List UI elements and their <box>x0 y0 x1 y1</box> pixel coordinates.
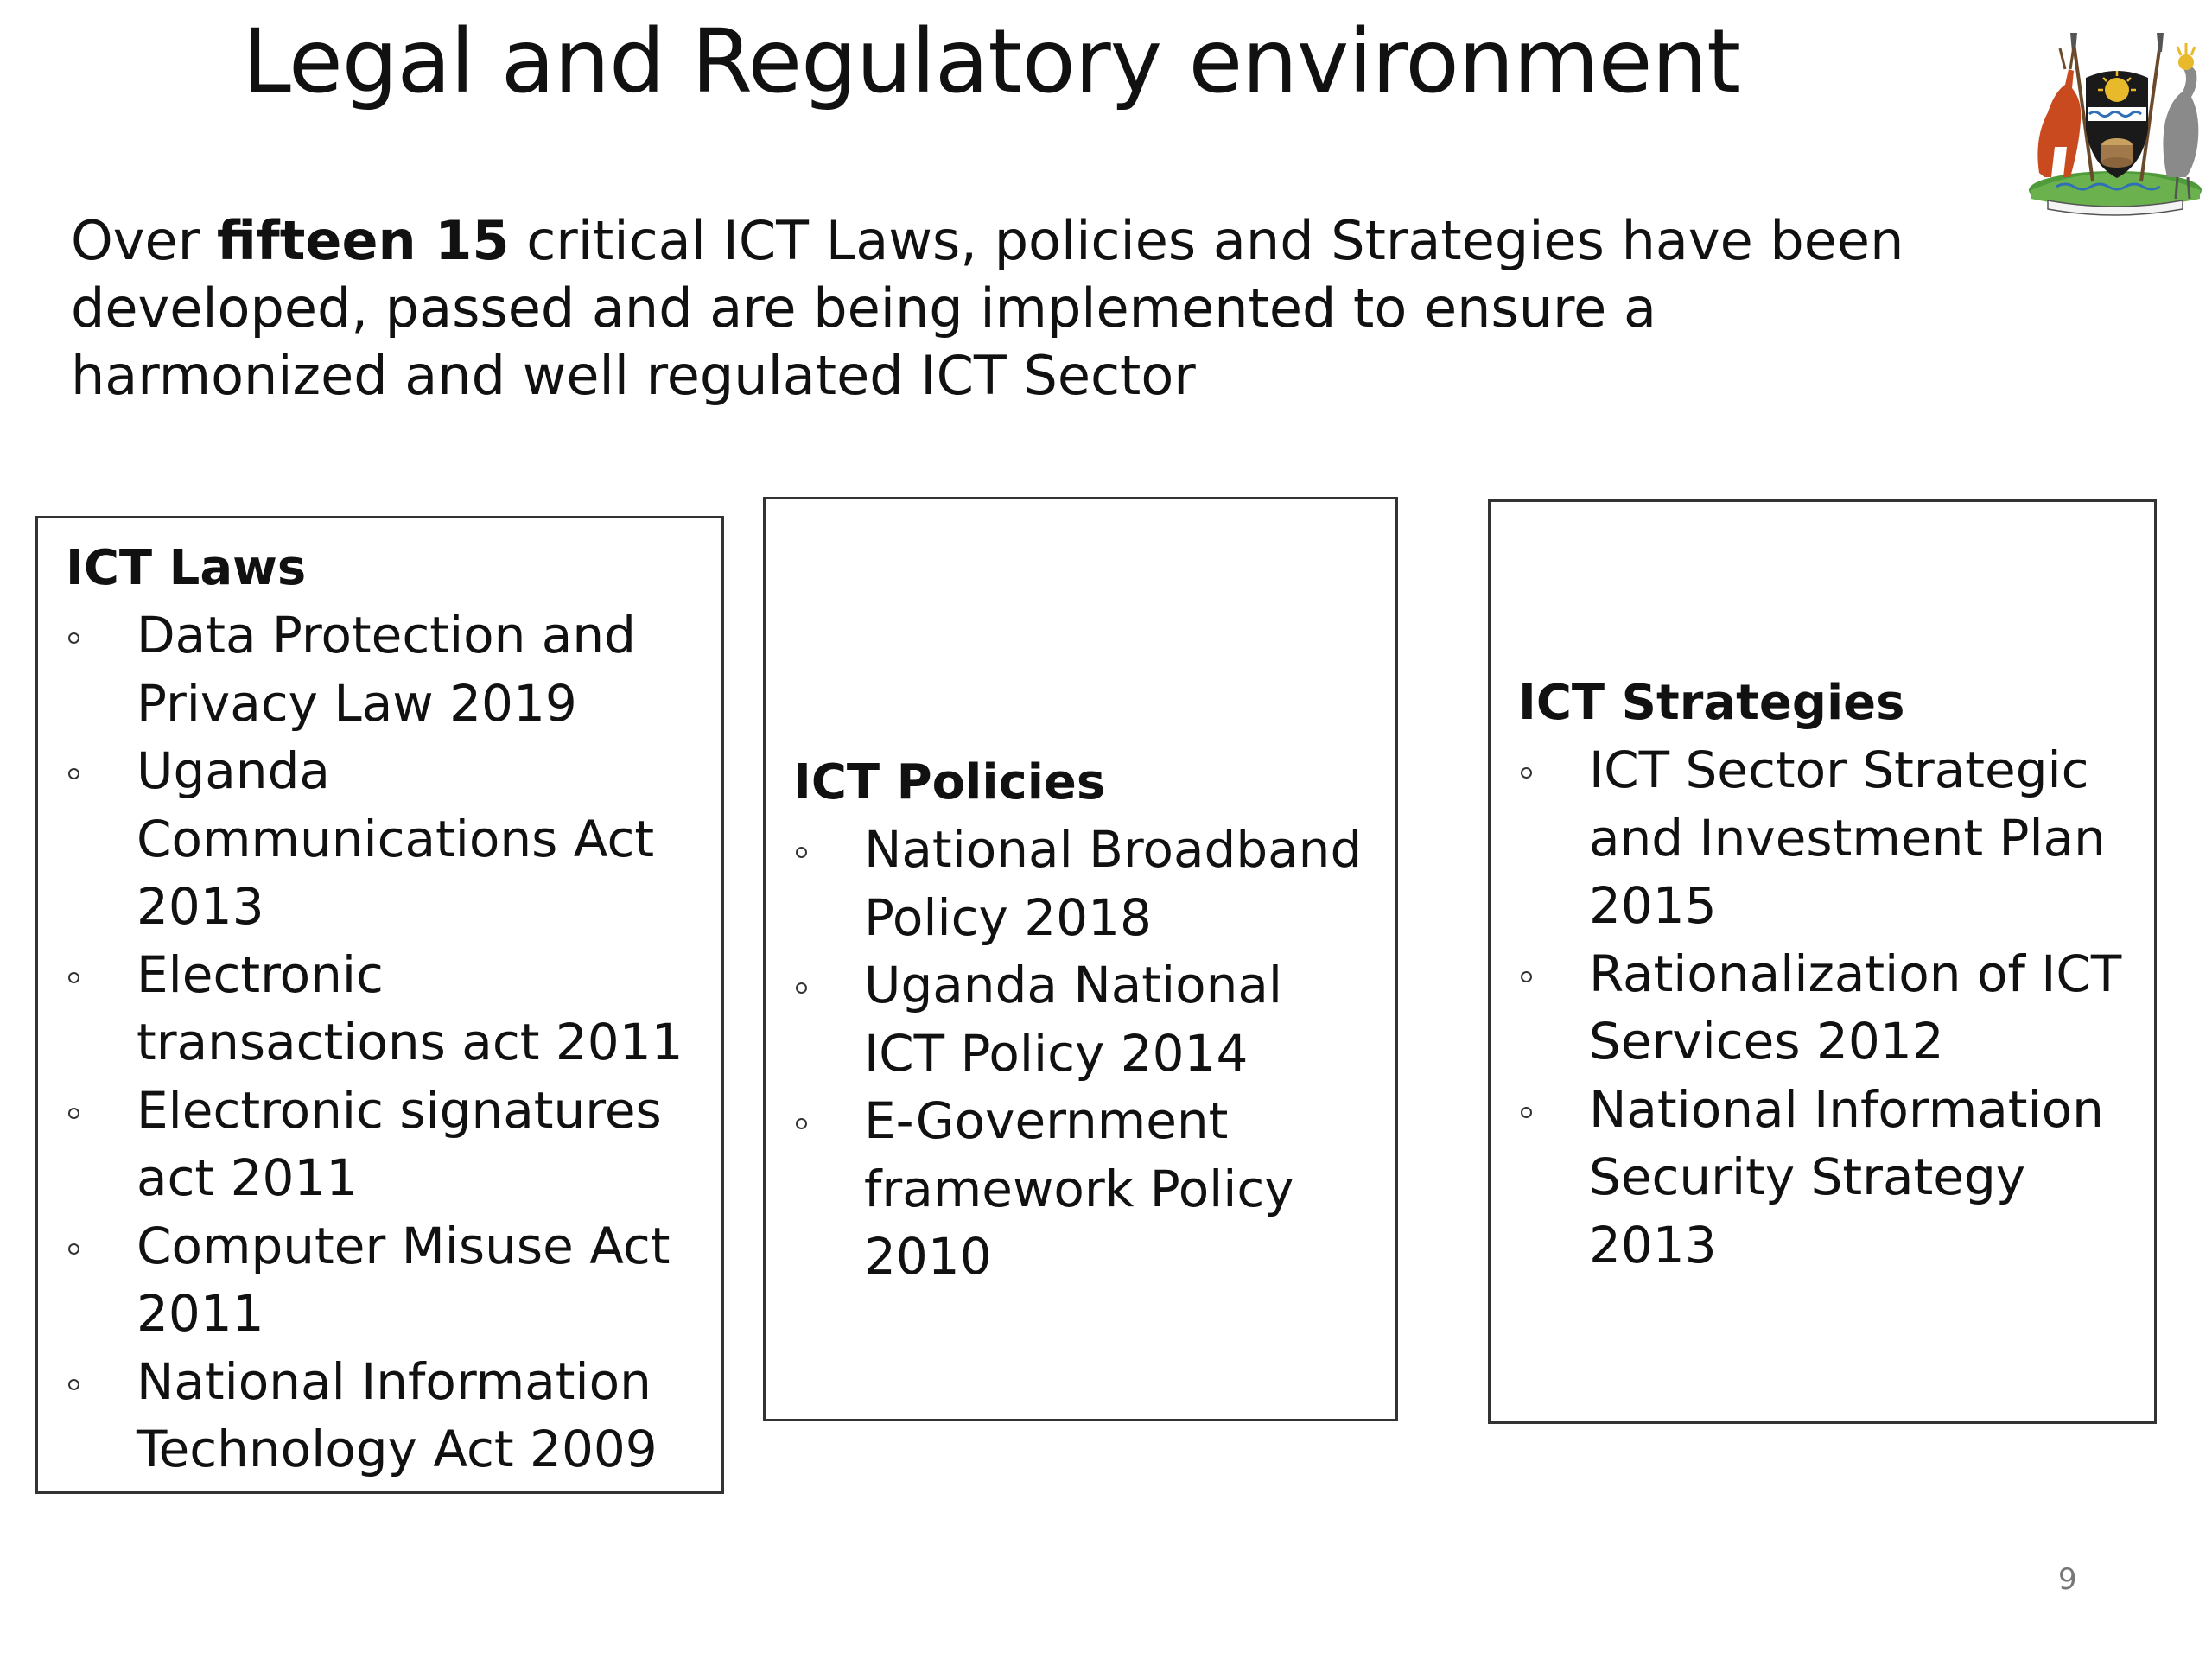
list-item <box>1518 940 2137 1076</box>
circle-bullet-icon <box>796 1118 807 1129</box>
intro-statement <box>71 207 1955 410</box>
intro-text-after: critical ICT Laws, policies and Strategies have been developed, passed and are being implemented to ensure a harmonized and well regulated ICT Sector <box>71 209 1904 407</box>
circle-bullet-icon <box>68 1108 79 1119</box>
circle-bullet-icon <box>796 982 807 994</box>
list-item-text: ICT Sector Strategic and Investment Plan 2015 <box>1589 741 2106 935</box>
circle-bullet-icon <box>68 1379 79 1390</box>
ict-laws-heading: ICT Laws <box>66 540 307 596</box>
coat-of-arms-icon <box>2013 17 2212 216</box>
ict-strategies-list <box>1518 736 2137 1279</box>
list-item-text: Data Protection and Privacy Law 2019 <box>137 606 636 733</box>
page-number: 9 <box>2058 1562 2077 1597</box>
list-item-text: National Broadband Policy 2018 <box>864 820 1363 947</box>
list-item <box>793 951 1378 1087</box>
ict-laws-box <box>35 516 724 1494</box>
list-item-text: Uganda Communications Act 2013 <box>137 741 655 936</box>
list-item-text: Electronic transactions act 2011 <box>137 944 683 1071</box>
list-item-text: E-Government framework Policy 2010 <box>864 1091 1294 1286</box>
ict-laws-list <box>66 601 704 1484</box>
list-item <box>66 1077 704 1212</box>
circle-bullet-icon <box>1521 971 1532 982</box>
list-item <box>66 1212 704 1348</box>
slide-title: Legal and Regulatory environment <box>242 10 1741 113</box>
list-item <box>66 1348 704 1484</box>
circle-bullet-icon <box>68 768 79 779</box>
circle-bullet-icon <box>68 632 79 644</box>
ict-policies-box <box>763 497 1398 1421</box>
list-item-text: Uganda National ICT Policy 2014 <box>864 956 1283 1083</box>
list-item-text: Electronic signatures act 2011 <box>137 1080 662 1207</box>
ict-strategies-heading: ICT Strategies <box>1518 675 1905 731</box>
circle-bullet-icon <box>796 847 807 858</box>
list-item-text: National Information Technology Act 2009 <box>137 1351 658 1478</box>
ict-policies-heading: ICT Policies <box>793 754 1106 810</box>
intro-text-before: Over <box>71 209 217 272</box>
list-item-text: National Information Security Strategy 2013 <box>1589 1079 2104 1274</box>
circle-bullet-icon <box>1521 1107 1532 1118</box>
list-item <box>793 1087 1378 1291</box>
list-item <box>1518 736 2137 940</box>
list-item <box>66 737 704 941</box>
circle-bullet-icon <box>68 972 79 983</box>
list-item <box>1518 1076 2137 1280</box>
list-item-text: Computer Misuse Act 2011 <box>137 1216 671 1343</box>
ict-policies-list <box>793 816 1378 1291</box>
list-item <box>66 941 704 1077</box>
ict-strategies-box <box>1488 499 2157 1424</box>
list-item <box>66 601 704 737</box>
list-item-text: Rationalization of ICT Services 2012 <box>1589 944 2122 1071</box>
circle-bullet-icon <box>68 1243 79 1255</box>
circle-bullet-icon <box>1521 767 1532 779</box>
list-item <box>793 816 1378 951</box>
intro-emphasis: fifteen 15 <box>216 209 510 272</box>
